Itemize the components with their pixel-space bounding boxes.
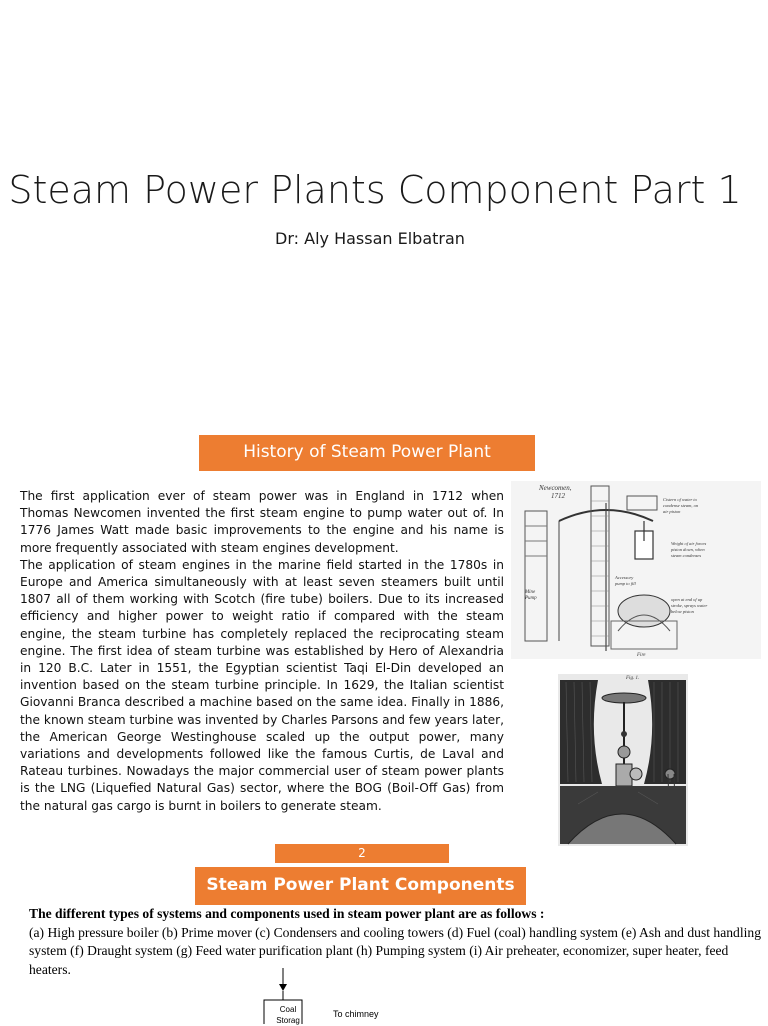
history-paragraph-1: The first application ever of steam power was in England in 1712 when Thomas Newcomen invented the first steam engine to pump water out of. In 1776 James Watt made basic improvements to the engine and his name is more frequently associated with steam engines development.: [20, 489, 504, 555]
steam-turbine-figure: [558, 674, 688, 846]
newcomen-engine-figure: [511, 481, 761, 659]
history-text: [20, 488, 504, 815]
figure2-caption: Fig. 1.: [626, 676, 640, 681]
svg-text:steam condenses: steam condenses: [671, 553, 702, 558]
svg-text:1712: 1712: [551, 492, 565, 500]
to-chimney-label: To chimney: [333, 1009, 379, 1019]
svg-text:air piston: air piston: [663, 509, 681, 514]
svg-text:Cistern of water to: Cistern of water to: [663, 497, 697, 502]
svg-text:Pump: Pump: [525, 596, 537, 601]
author-name: Dr: Aly Hassan Elbatran: [275, 229, 465, 248]
svg-text:stroke, sprays water: stroke, sprays water: [671, 603, 708, 608]
svg-text:condense steam, on: condense steam, on: [663, 503, 699, 508]
coal-storage-label: Coal Storag: [276, 1005, 300, 1025]
svg-text:below piston: below piston: [671, 609, 694, 614]
svg-text:Fire: Fire: [637, 653, 646, 658]
title-slide: [0, 0, 768, 420]
svg-text:pump to fill: pump to fill: [615, 581, 636, 586]
svg-text:Mine: Mine: [525, 590, 536, 595]
svg-text:piston down, when: piston down, when: [671, 547, 705, 552]
steam-turbine-engraving: [558, 674, 688, 846]
newcomen-engine-drawing: [511, 481, 761, 659]
components-intro-bold: The different types of systems and components used in steam power plant are as follows :: [29, 906, 545, 921]
history-heading-banner: History of Steam Power Plant: [199, 435, 535, 471]
presentation-title: Steam Power Plants Component Part 1: [8, 168, 742, 212]
history-paragraph-2: The application of steam engines in the marine field started in the 1780s in Europe and America simultaneously with at least seven steamers built until 1807 all of them working with Scotch (fire tube) boilers. Due to its increased efficiency and higher power to weight ratio if compared with the steam engine, the steam turbine has completely replaced the reciprocating steam engine. The first idea of steam turbine was established by Hero of Alexandria in 120 B.C. Later in 1551, the Egyptian scientist Taqi El-Din developed an invention based on the steam turbine principle. In 1629, the Italian scientist Giovanni Branca described a machine based on the same idea. Finally in 1886, the known steam turbine was invented by Charles Parsons and few years later, the American George Westinghouse scaled up the output power, many variations and developments followed like the famous Curtis, de Laval and Rateau turbines. Nowadays the major commercial user of steam power plants is the LNG (Liquefied Natural Gas) sector, where the BOG (Boil-Off Gas) from the natural gas cargo is burnt in boilers to generate steam.: [20, 557, 504, 813]
page-number-bar: 2: [275, 844, 449, 863]
svg-text:open at end of up: open at end of up: [671, 597, 703, 602]
components-heading-banner: Steam Power Plant Components: [195, 867, 526, 905]
svg-text:Accessory: Accessory: [615, 575, 634, 580]
components-list-text: (a) High pressure boiler (b) Prime mover (c) Condensers and cooling towers (d) Fuel (coal) handling system (e) Ash and dust handling system (f) Draught system (g) Feed water purification plant (h) Pumping system (i) Air preheater, economizer, super heater, feed heaters.: [29, 924, 761, 977]
figure1-title: Newcomen,: [539, 484, 572, 492]
svg-text:Weight of air forces: Weight of air forces: [671, 541, 707, 546]
